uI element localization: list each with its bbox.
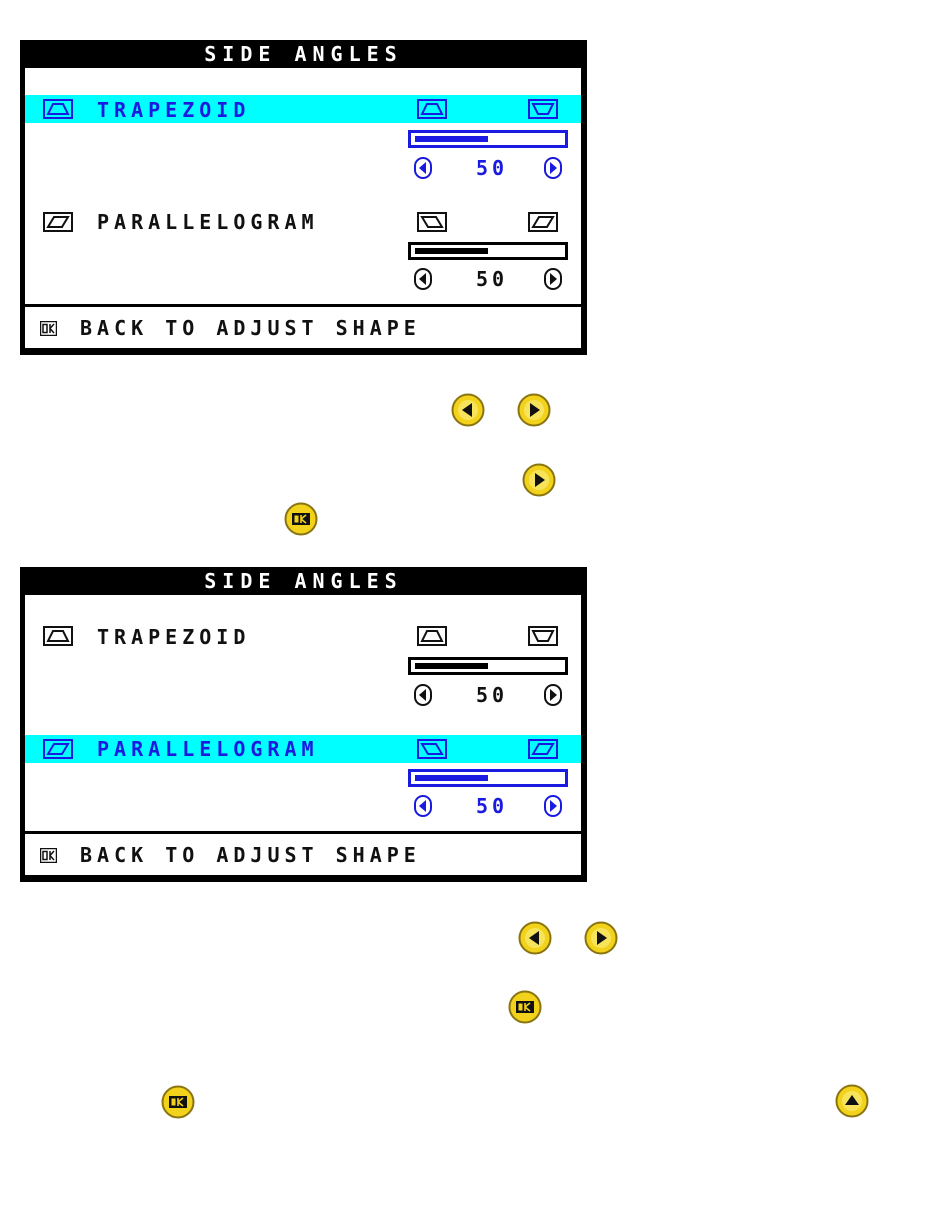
osd-body — [25, 68, 581, 348]
trapezoid-level-bar[interactable] — [408, 657, 568, 675]
ok-icon — [40, 321, 57, 336]
ok-icon — [40, 848, 57, 863]
back-to-adjust-shape[interactable]: BACK TO ADJUST SHAPE — [80, 843, 421, 867]
level-fill — [415, 136, 488, 142]
osd-title: SIDE ANGLES — [204, 42, 403, 66]
ok-button-icon[interactable] — [508, 990, 542, 1024]
trapezoid-down-icon — [528, 99, 558, 119]
left-arrow-button-icon[interactable] — [451, 393, 485, 427]
parallelogram-right-icon — [528, 212, 558, 232]
right-arrow-button-icon[interactable] — [517, 393, 551, 427]
left-arrow-button-icon[interactable] — [518, 921, 552, 955]
osd-body — [25, 595, 581, 875]
right-arrow-icon[interactable] — [544, 157, 562, 179]
trapezoid-down-icon — [528, 626, 558, 646]
ok-button-icon[interactable] — [161, 1085, 195, 1119]
trapezoid-icon — [43, 99, 73, 119]
right-arrow-button-icon[interactable] — [522, 463, 556, 497]
osd-title: SIDE ANGLES — [204, 569, 403, 593]
osd-footer[interactable] — [25, 834, 581, 875]
left-arrow-icon[interactable] — [414, 268, 432, 290]
osd-footer[interactable] — [25, 307, 581, 348]
parallelogram-left-icon — [417, 212, 447, 232]
menu-item-parallelogram[interactable]: PARALLELOGRAM — [97, 737, 319, 761]
trapezoid-value: 50 — [475, 156, 509, 180]
parallelogram-icon — [43, 739, 73, 759]
parallelogram-value: 50 — [475, 794, 509, 818]
up-arrow-button-icon[interactable] — [835, 1084, 869, 1118]
left-arrow-icon[interactable] — [414, 684, 432, 706]
menu-item-parallelogram[interactable]: PARALLELOGRAM — [97, 210, 319, 234]
menu-item-trapezoid[interactable]: TRAPEZOID — [97, 625, 251, 649]
level-fill — [415, 248, 488, 254]
trapezoid-value: 50 — [475, 683, 509, 707]
ok-button-icon[interactable] — [284, 502, 318, 536]
level-fill — [415, 663, 488, 669]
right-arrow-icon[interactable] — [544, 268, 562, 290]
parallelogram-level-bar[interactable] — [408, 242, 568, 260]
level-fill — [415, 775, 488, 781]
right-arrow-icon[interactable] — [544, 795, 562, 817]
trapezoid-up-icon — [417, 626, 447, 646]
parallelogram-value: 50 — [475, 267, 509, 291]
right-arrow-icon[interactable] — [544, 684, 562, 706]
osd-panel-1 — [20, 40, 587, 355]
back-to-adjust-shape[interactable]: BACK TO ADJUST SHAPE — [80, 316, 421, 340]
parallelogram-icon — [43, 212, 73, 232]
trapezoid-up-icon — [417, 99, 447, 119]
parallelogram-left-icon — [417, 739, 447, 759]
trapezoid-icon — [43, 626, 73, 646]
left-arrow-icon[interactable] — [414, 795, 432, 817]
osd-panel-2 — [20, 567, 587, 882]
trapezoid-level-bar[interactable] — [408, 130, 568, 148]
left-arrow-icon[interactable] — [414, 157, 432, 179]
parallelogram-level-bar[interactable] — [408, 769, 568, 787]
right-arrow-button-icon[interactable] — [584, 921, 618, 955]
parallelogram-right-icon — [528, 739, 558, 759]
menu-item-trapezoid[interactable]: TRAPEZOID — [97, 98, 251, 122]
